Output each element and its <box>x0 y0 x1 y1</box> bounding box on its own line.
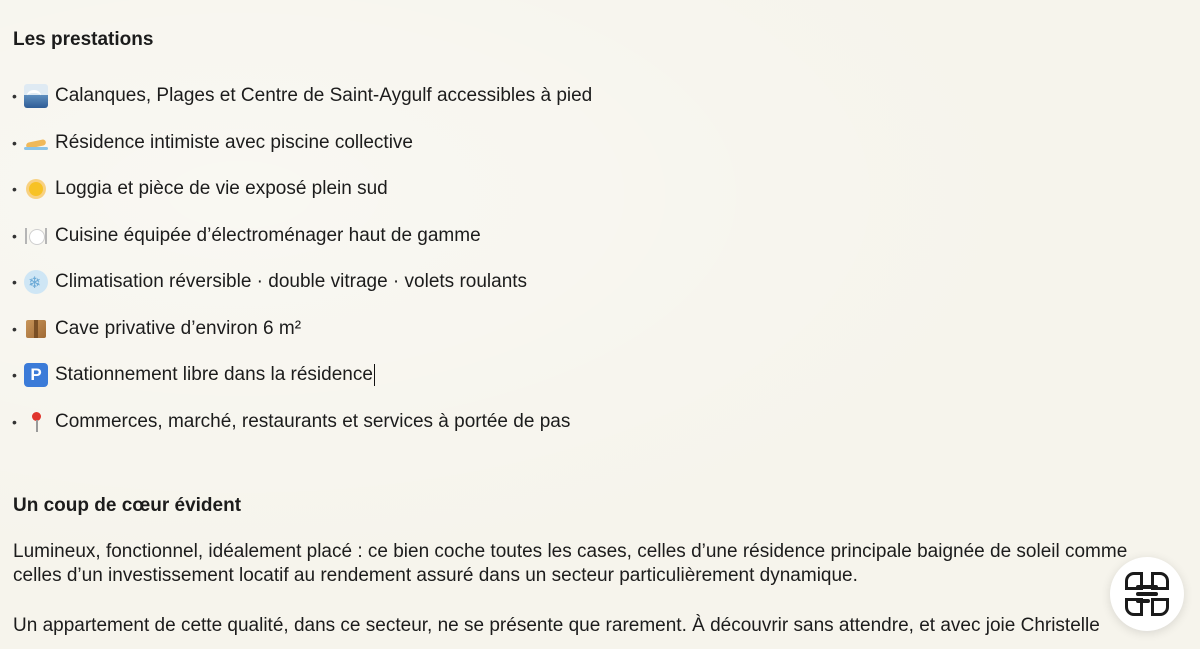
list-item-text: Cuisine équipée d’électroménager haut de gamme <box>55 224 481 246</box>
list-item <box>12 166 592 213</box>
list-item-text: Calanques, Plages et Centre de Saint-Aygulf accessibles à pied <box>55 85 593 107</box>
paragraph-closing: Un appartement de cette qualité, dans ce secteur, ne se présente que rarement. À découvrir sans attendre, et avec joie Christelle <box>13 615 1100 636</box>
list-item <box>12 399 592 446</box>
pin-icon <box>24 410 48 434</box>
list-item-text: Résidence intimiste avec piscine collective <box>55 131 413 153</box>
live-text-button[interactable] <box>1110 557 1184 631</box>
list-item-text[interactable]: Stationnement libre dans la résidence <box>55 364 373 386</box>
bullet: • <box>12 274 17 291</box>
bullet: • <box>12 134 17 151</box>
bullet: • <box>12 181 17 198</box>
plate-icon <box>24 224 48 248</box>
list-item-text: Cave privative d’environ 6 m² <box>55 317 302 339</box>
list-item <box>12 259 592 306</box>
bullet: • <box>12 413 17 430</box>
prestations-list <box>12 73 592 445</box>
section-title-prestations: Les prestations <box>13 29 154 50</box>
list-item <box>12 73 592 120</box>
text-scan-icon <box>1125 572 1169 616</box>
list-item <box>12 213 592 260</box>
package-icon <box>24 317 48 341</box>
bullet: • <box>12 367 17 384</box>
bullet: • <box>12 227 17 244</box>
list-item <box>12 120 592 167</box>
parking-icon <box>24 363 48 387</box>
bullet: • <box>12 320 17 337</box>
swimmer-icon <box>24 131 48 155</box>
sun-icon <box>24 177 48 201</box>
snowflake-icon <box>24 270 48 294</box>
list-item <box>12 306 592 353</box>
list-item-text: Loggia et pièce de vie exposé plein sud <box>55 178 388 200</box>
bullet: • <box>12 88 17 105</box>
paragraph-description: Lumineux, fonctionnel, idéalement placé : ce bien coche toutes les cases, celles d’une résidence principale baignée de soleil comme celles d’un investissement locatif au rendement assuré dans un secteur particulièrement dynamique. <box>13 541 1128 586</box>
wave-icon <box>24 84 48 108</box>
section-title-coup-de-coeur: Un coup de cœur évident <box>13 495 242 516</box>
list-item <box>12 352 592 399</box>
list-item-text: Climatisation réversible · double vitrage · volets roulants <box>55 271 528 293</box>
list-item-text: Commerces, marché, restaurants et services à portée de pas <box>55 410 571 432</box>
text-cursor <box>374 364 375 386</box>
